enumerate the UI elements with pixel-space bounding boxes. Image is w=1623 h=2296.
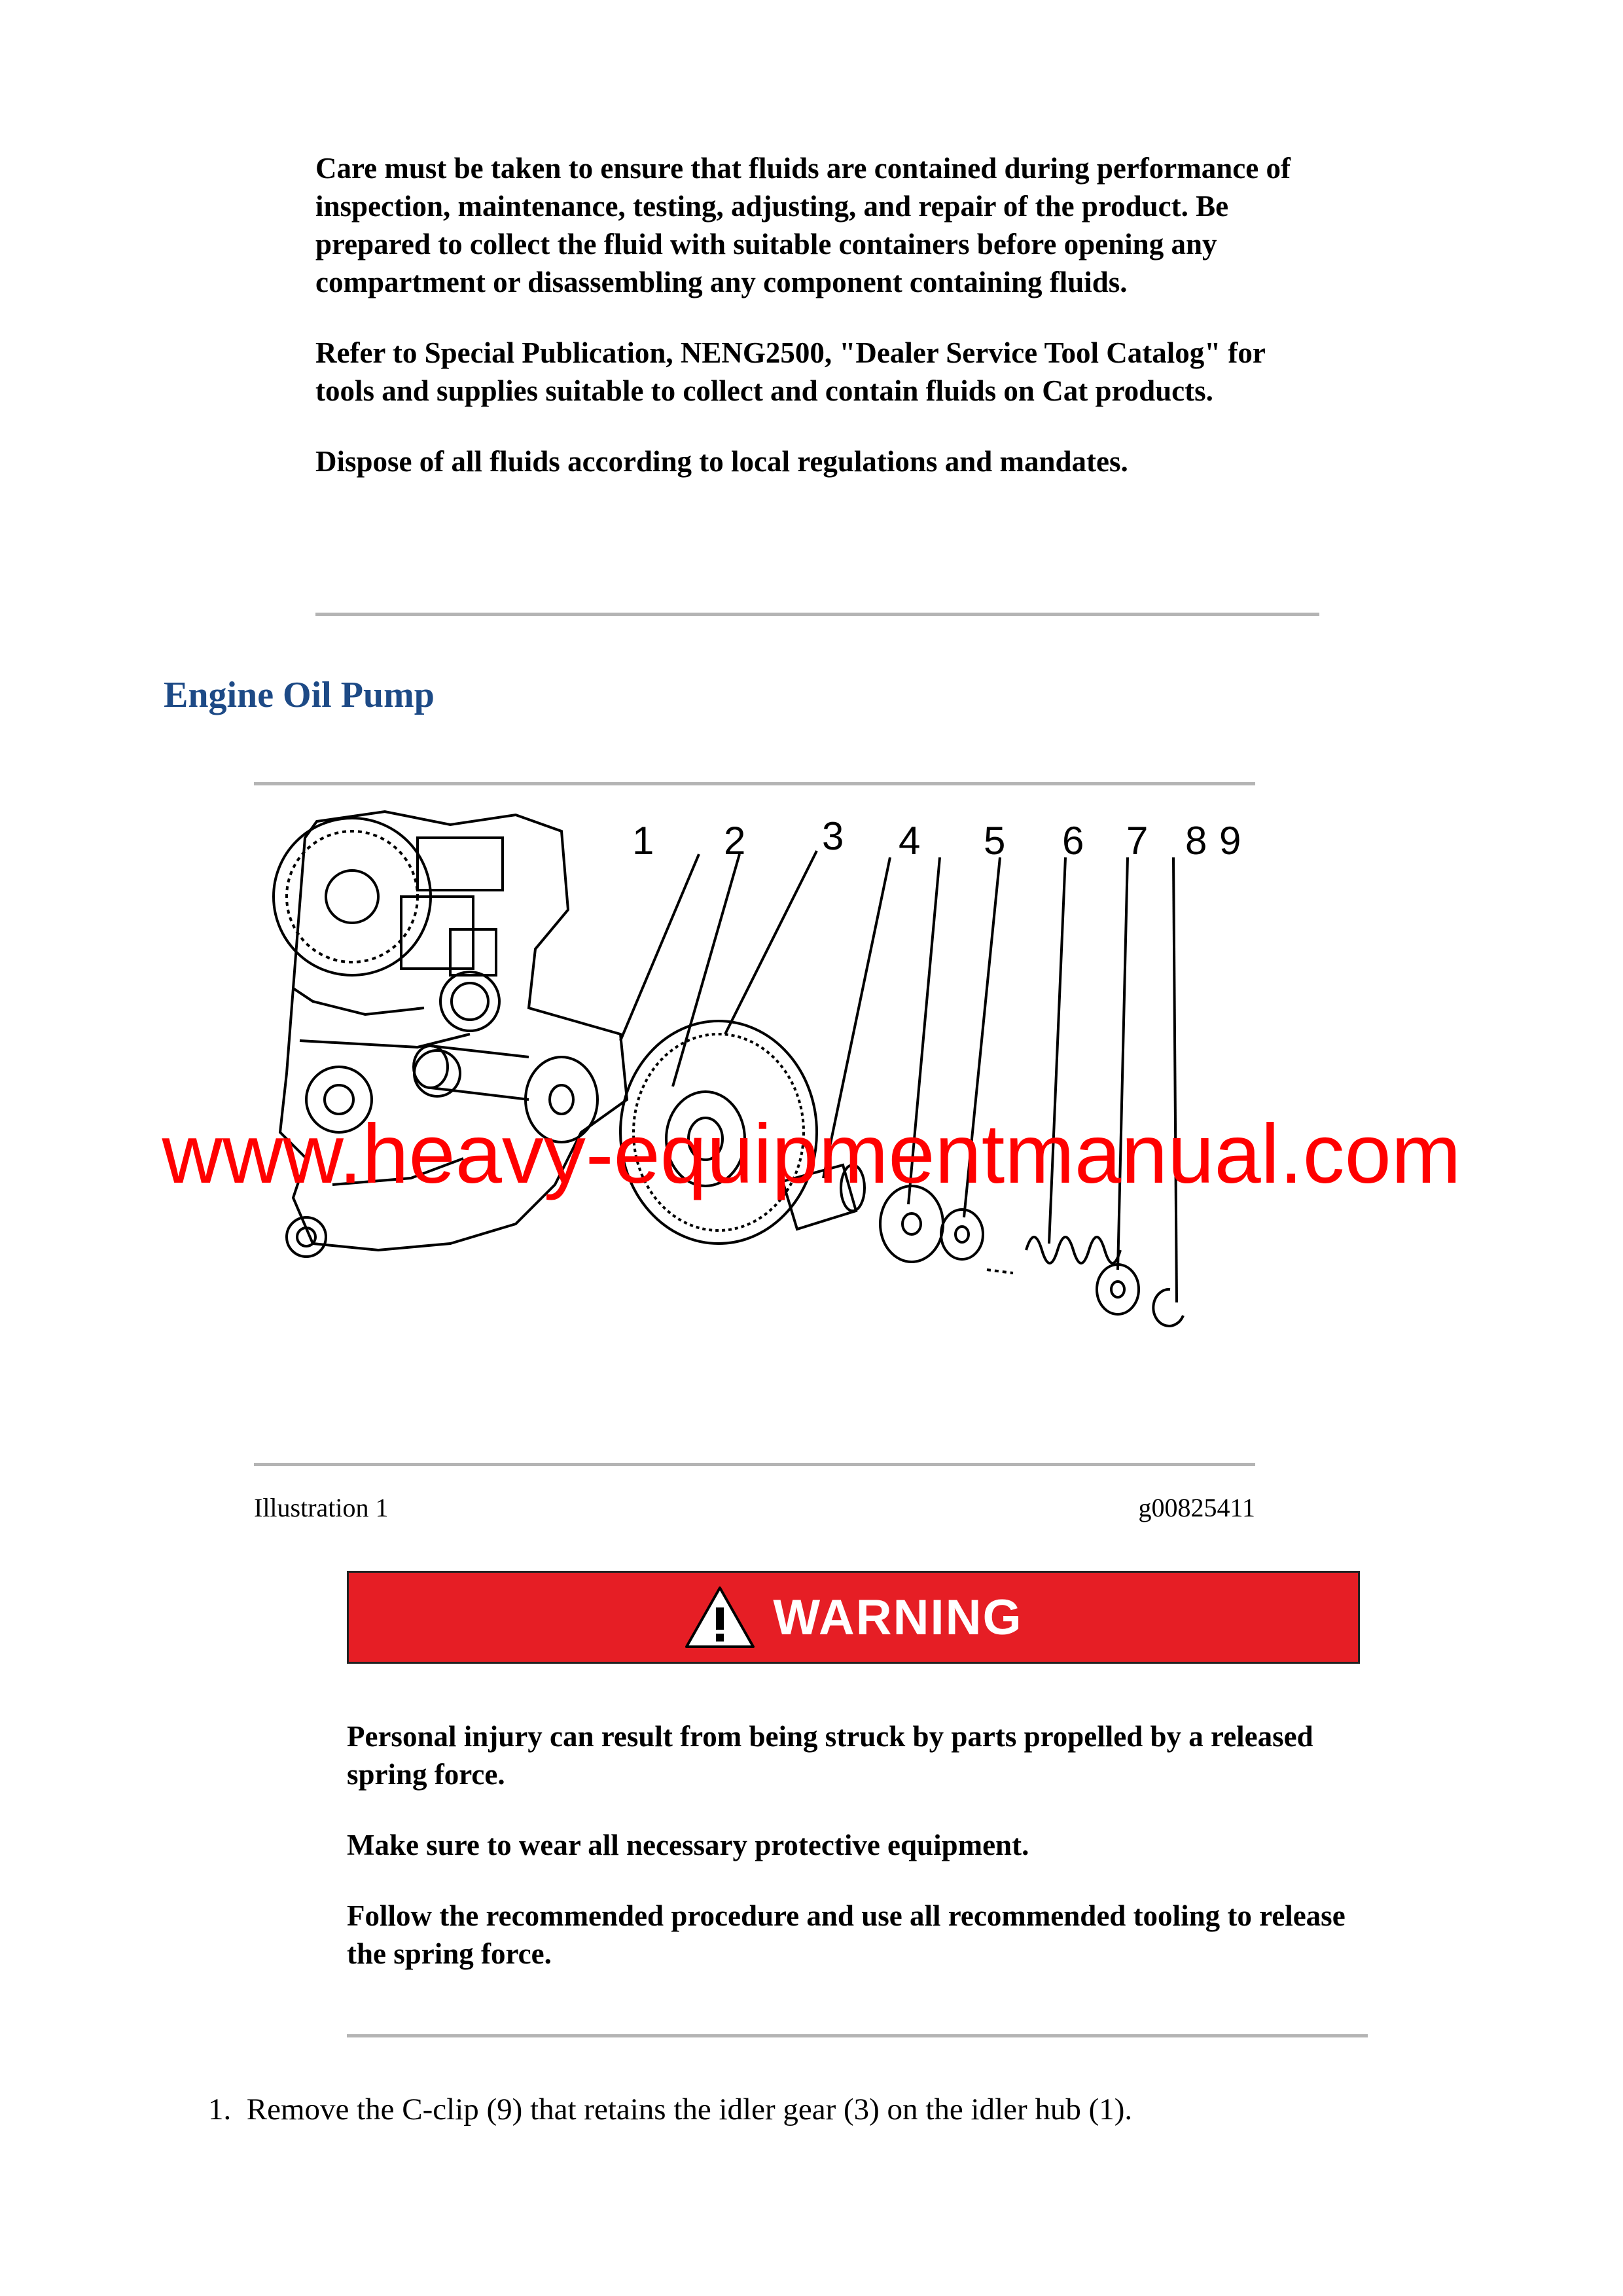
callout-4: 4 — [899, 819, 921, 863]
warning-triangle-icon — [684, 1585, 756, 1649]
notice-block — [315, 149, 1323, 480]
illustration-id: g00825411 — [1138, 1493, 1255, 1522]
step-item — [208, 2092, 1132, 2127]
callout-9: 9 — [1219, 819, 1241, 863]
step-text: Remove the C-clip (9) that retains the idler gear (3) on the idler hub (1). — [246, 2092, 1133, 2126]
callout-6: 6 — [1062, 819, 1084, 863]
callout-2: 2 — [724, 819, 746, 863]
warning-paragraph-3: Follow the recommended procedure and use all recommended tooling to release the spring force. — [347, 1899, 1346, 1970]
step-number: 1. — [208, 2092, 232, 2126]
callout-7: 7 — [1126, 819, 1149, 863]
warning-block — [347, 1717, 1365, 1973]
illustration-top-rule — [254, 782, 1255, 785]
warning-paragraph-2: Make sure to wear all necessary protective equipment. — [347, 1829, 1029, 1861]
callout-8: 8 — [1185, 819, 1207, 863]
illustration-bottom-rule — [254, 1463, 1255, 1466]
notice-paragraph-3: Dispose of all fluids according to local regulations and mandates. — [315, 445, 1128, 478]
notice-paragraph-2: Refer to Special Publication, NENG2500, "Dealer Service Tool Catalog" for tools and supplies suitable to collect and contain fluids on Cat products. — [315, 336, 1266, 407]
section-title: Engine Oil Pump — [164, 675, 435, 715]
warning-banner — [347, 1571, 1360, 1664]
notice-divider — [315, 613, 1319, 616]
notice-paragraph-1: Care must be taken to ensure that fluids are contained during performance of inspection, maintenance, testing, adjusting, and repair of the product. Be prepared to collect the fluid with suitable containers before opening any compartment or disassembling any component containing fluids. — [315, 152, 1291, 298]
callout-3: 3 — [822, 814, 844, 858]
warning-label: WARNING — [773, 1589, 1023, 1645]
warning-paragraph-1: Personal injury can result from being struck by parts propelled by a released spring force. — [347, 1720, 1313, 1791]
callout-1: 1 — [632, 819, 654, 863]
warning-divider — [347, 2034, 1368, 2037]
watermark: www.heavy-equipmentmanual.com — [162, 1107, 1461, 1201]
illustration-caption: Illustration 1 — [254, 1493, 389, 1522]
callout-5: 5 — [984, 819, 1006, 863]
oil-pump-illustration — [254, 792, 1255, 1374]
